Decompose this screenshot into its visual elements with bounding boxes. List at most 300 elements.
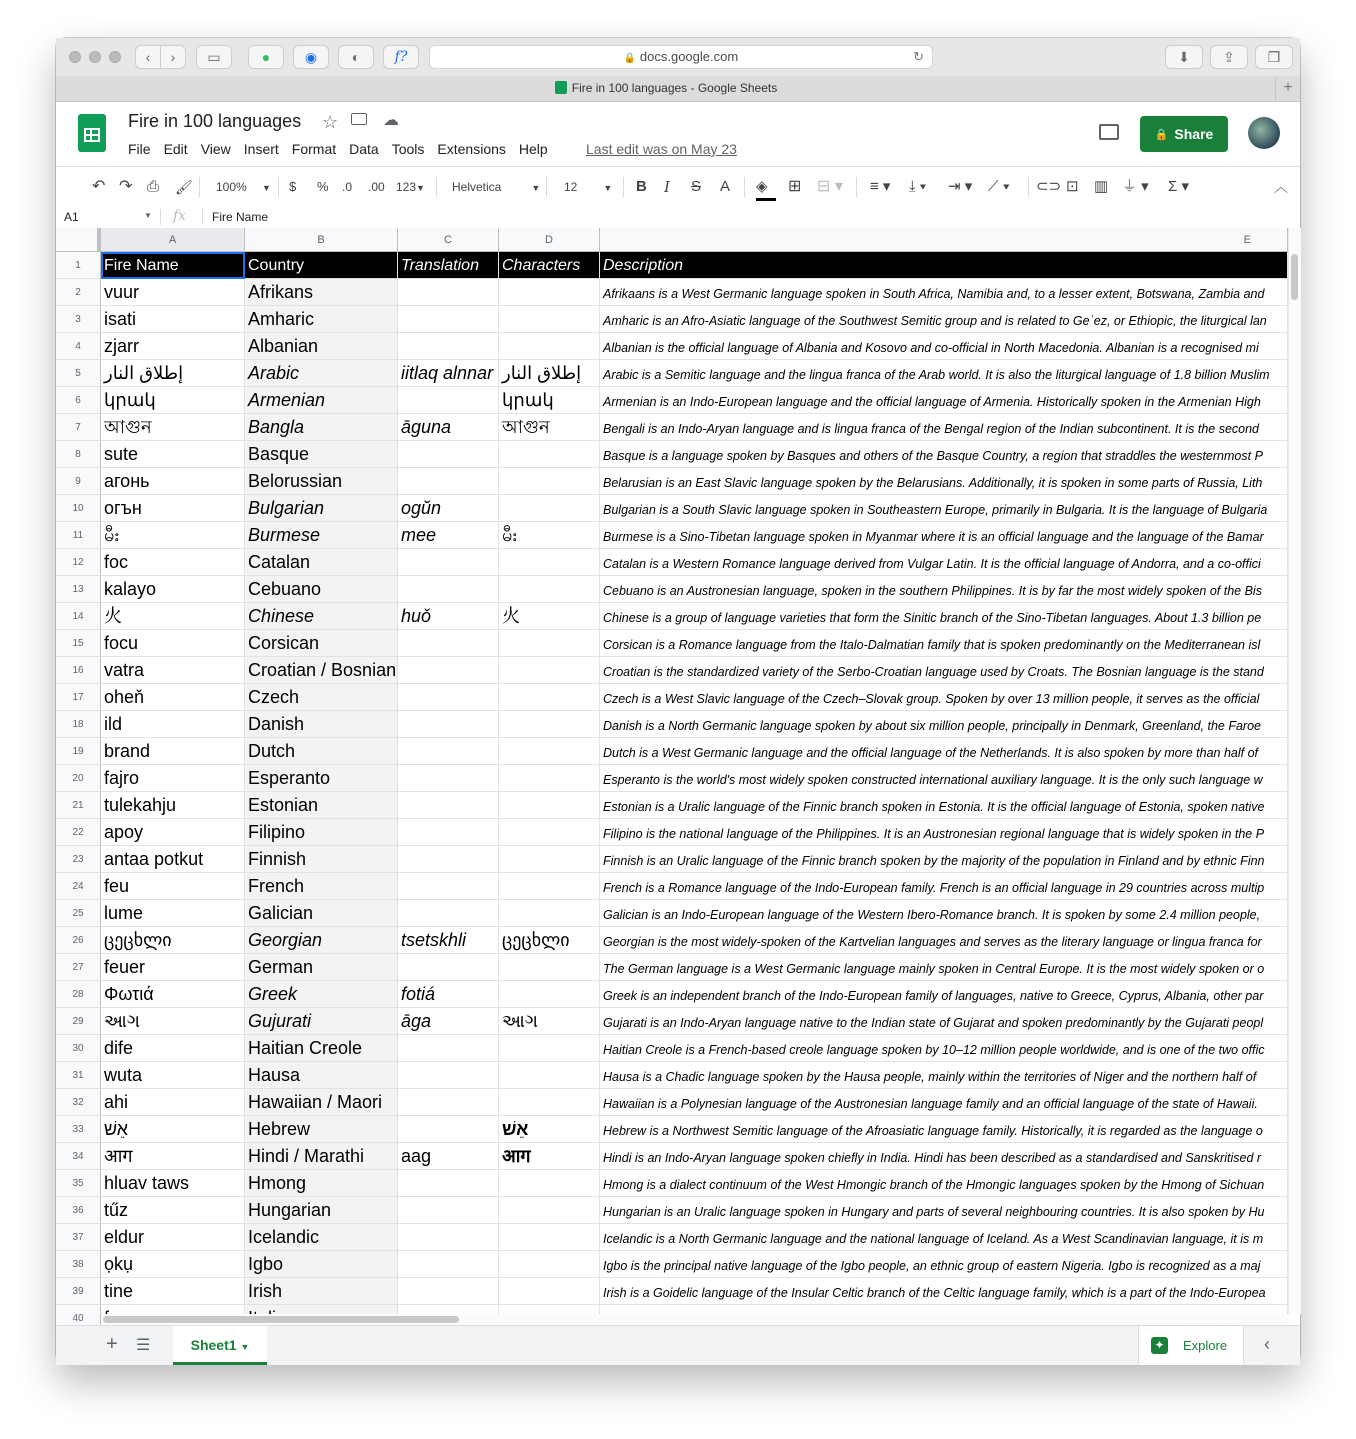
vertical-align-icon[interactable]: ⤓ ▾ [909,178,927,195]
cell-characters[interactable] [499,441,600,468]
cell-characters[interactable] [499,684,600,711]
cell-fire-name[interactable]: lume [101,900,245,927]
cell-translation[interactable] [398,684,499,711]
row-number[interactable]: 15 [56,630,101,657]
cell-description[interactable]: Galician is an Indo-European language of the Western Ibero-Romance branch. It is spoken by some 2.4 million people, [600,900,1288,927]
cell-description[interactable]: Georgian is the most widely-spoken of the Kartvelian languages and serves as the literary language or lingua franca for [600,927,1288,954]
cell-country[interactable]: Afrikans [245,279,398,306]
borders-icon[interactable]: ⊞ [788,178,802,195]
menu-tools[interactable]: Tools [391,141,425,157]
cell-country[interactable]: Haitian Creole [245,1035,398,1062]
cell-description[interactable]: Danish is a North Germanic language spoken by about six million people, principally in Denmark, Greenland, the Faroe [600,711,1288,738]
reload-icon[interactable]: ↻ [913,49,924,64]
cell-fire-name[interactable]: kalayo [101,576,245,603]
cell-translation[interactable] [398,1197,499,1224]
cell-country[interactable]: Georgian [245,927,398,954]
cell-translation[interactable] [398,711,499,738]
cell-description[interactable]: Esperanto is the world's most widely spoken constructed international auxiliary language. It is the only such language w [600,765,1288,792]
cell-description[interactable]: Czech is a West Slavic language of the Czech–Slovak group. Spoken by over 13 million people, it serves as the official [600,684,1288,711]
row-number[interactable]: 23 [56,846,101,873]
cell-characters[interactable]: आग [499,1143,600,1170]
fill-color-icon[interactable]: ◈ [756,177,768,197]
cell-country[interactable]: Cebuano [245,576,398,603]
cell-fire-name[interactable]: apoy [101,819,245,846]
undo-icon[interactable]: ↶ [92,178,106,195]
cell-description[interactable]: The German language is a West Germanic language mainly spoken in Central Europe. It is the most widely spoken or o [600,954,1288,981]
cell-country[interactable]: Igbo [245,1251,398,1278]
cell-description[interactable]: Belarusian is an East Slavic language spoken by the Belarusians. Additionally, it is spoken in some parts of Russia, Lith [600,468,1288,495]
row-number[interactable]: 21 [56,792,101,819]
cell-characters[interactable]: આગ [499,1008,600,1035]
cell-translation[interactable] [398,468,499,495]
cell-d1[interactable]: Characters [499,252,600,279]
cell-fire-name[interactable]: feu [101,873,245,900]
star-icon[interactable]: ☆ [322,112,339,132]
cell-country[interactable]: Irish [245,1278,398,1305]
cell-translation[interactable] [398,306,499,333]
cell-translation[interactable] [398,657,499,684]
cell-translation[interactable] [398,846,499,873]
row-number[interactable]: 16 [56,657,101,684]
new-tab-button[interactable] [1275,76,1300,101]
cell-description[interactable]: Hindi is an Indo-Aryan language spoken chiefly in India. Hindi has been described as a standardised and Sanskritised r [600,1143,1288,1170]
cell-translation[interactable] [398,792,499,819]
row-number[interactable]: 30 [56,1035,101,1062]
cell-translation[interactable] [398,873,499,900]
evernote-extension-button[interactable] [248,45,284,69]
cell-translation[interactable] [398,900,499,927]
row-number[interactable]: 7 [56,414,101,441]
cell-country[interactable]: Catalan [245,549,398,576]
cell-fire-name[interactable]: oheň [101,684,245,711]
cell-fire-name[interactable]: hluav taws [101,1170,245,1197]
row-number[interactable]: 18 [56,711,101,738]
format-percent-button[interactable]: % [317,179,329,194]
decrease-decimal-button[interactable]: .0 [342,180,353,194]
cell-country[interactable]: Galician [245,900,398,927]
cell-country[interactable]: Greek [245,981,398,1008]
downloads-button[interactable] [1165,45,1203,69]
row-number[interactable]: 11 [56,522,101,549]
row-number[interactable]: 6 [56,387,101,414]
row-number[interactable]: 40 [56,1305,101,1332]
cell-characters[interactable] [499,1062,600,1089]
cell-characters[interactable] [499,765,600,792]
cell-translation[interactable] [398,954,499,981]
cell-country[interactable]: Hausa [245,1062,398,1089]
cell-fire-name[interactable]: dife [101,1035,245,1062]
cell-fire-name[interactable]: foc [101,549,245,576]
cell-translation[interactable]: ogŭn [398,495,499,522]
cell-characters[interactable]: אֵשׁ [499,1116,600,1143]
select-all-corner[interactable] [56,228,101,252]
cell-description[interactable]: Gujarati is an Indo-Aryan language native to the Indian state of Gujarat and spoken predominantly by the Gujarati peopl [600,1008,1288,1035]
row-number[interactable]: 12 [56,549,101,576]
cell-description[interactable]: Hawaiian is a Polynesian language of the Austronesian language family and an official language of the state of Hawaii. [600,1089,1288,1116]
cell-fire-name[interactable]: vatra [101,657,245,684]
paint-format-icon[interactable]: 🖌 [175,179,193,195]
cell-country[interactable]: Dutch [245,738,398,765]
cell-description[interactable]: Filipino is the national language of the Philippines. It is an Austronesian regional language that is widely spoken in the P [600,819,1288,846]
collapse-side-panel-icon[interactable]: ‹ [1264,1334,1270,1354]
explore-button[interactable] [1138,1326,1244,1365]
cell-description[interactable]: Basque is a language spoken by Basques and others of the Basque Country, a region that straddles the westernmost P [600,441,1288,468]
cell-translation[interactable]: āguna [398,414,499,441]
cell-country[interactable]: Bangla [245,414,398,441]
cell-description[interactable]: Albanian is the official language of Albania and Kosovo and co-official in North Macedonia. Albanian is a recognised mi [600,333,1288,360]
cell-fire-name[interactable]: feuer [101,954,245,981]
cell-description[interactable]: Dutch is a West Germanic language and the official language of the Netherlands. It is also spoken by more than half of [600,738,1288,765]
row-number[interactable]: 32 [56,1089,101,1116]
cell-characters[interactable] [499,792,600,819]
cell-fire-name[interactable]: огън [101,495,245,522]
formula-input[interactable]: Fire Name [212,210,269,224]
font-size-select[interactable] [564,177,612,197]
row-number[interactable]: 4 [56,333,101,360]
menu-view[interactable]: View [200,141,231,157]
cell-translation[interactable] [398,441,499,468]
cell-translation[interactable] [398,387,499,414]
row-number[interactable]: 33 [56,1116,101,1143]
cell-country[interactable]: Belorussian [245,468,398,495]
cell-fire-name[interactable]: vuur [101,279,245,306]
cell-country[interactable]: German [245,954,398,981]
cell-fire-name[interactable]: ild [101,711,245,738]
format-currency-button[interactable]: $ [289,179,297,194]
cell-description[interactable]: Estonian is a Uralic language of the Finnic branch spoken in Estonia. It is the official language of Estonia, spoken native [600,792,1288,819]
cell-description[interactable]: Afrikaans is a West Germanic language spoken in South Africa, Namibia and, to a lesser extent, Botswana, Zambia and [600,279,1288,306]
horizontal-align-icon[interactable]: ≡ ▾ [870,178,891,195]
cell-fire-name[interactable]: 火 [101,603,245,630]
cell-a1[interactable]: Fire Name [101,252,245,279]
print-icon[interactable]: ⎙ [147,178,160,195]
cell-description[interactable]: Armenian is an Indo-European language and the official language of Armenia. Historically spoken in the Armenian High [600,387,1288,414]
cell-characters[interactable] [499,900,600,927]
more-formats-select[interactable] [396,177,425,197]
cell-country[interactable]: Basque [245,441,398,468]
cell-fire-name[interactable]: မီး [101,522,245,549]
row-number[interactable]: 8 [56,441,101,468]
cell-characters[interactable] [499,1035,600,1062]
cell-fire-name[interactable]: fajro [101,765,245,792]
cloud-status-icon[interactable]: ☁ [383,112,399,129]
row-number[interactable]: 25 [56,900,101,927]
cell-country[interactable]: Filipino [245,819,398,846]
row-number[interactable]: 27 [56,954,101,981]
row-number[interactable]: 35 [56,1170,101,1197]
cell-characters[interactable] [499,279,600,306]
scrollbar-thumb[interactable] [103,1316,459,1323]
cell-country[interactable]: Arabic [245,360,398,387]
cell-description[interactable]: Bulgarian is a South Slavic language spoken in Southeastern Europe, primarily in Bulgaria. It is the language of Bulgaria [600,495,1288,522]
cell-characters[interactable] [499,1089,600,1116]
cell-description[interactable]: Amharic is an Afro-Asiatic language of the Southwest Semitic group and is related to Geʿez, or Ethiopic, the liturgical lan [600,306,1288,333]
redo-icon[interactable]: ↷ [119,178,133,195]
row-number[interactable]: 37 [56,1224,101,1251]
cell-country[interactable]: Albanian [245,333,398,360]
password-extension-button[interactable] [293,45,329,69]
cell-translation[interactable]: āga [398,1008,499,1035]
font-family-select[interactable] [452,177,540,197]
cell-description[interactable]: Irish is a Goidelic language of the Insular Celtic branch of the Celtic language family, which is a part of the Indo-Europea [600,1278,1288,1305]
vertical-scrollbar[interactable] [1288,228,1301,1314]
column-header-c[interactable]: C [398,228,499,252]
cell-fire-name[interactable]: ọkụ [101,1251,245,1278]
row-number[interactable]: 26 [56,927,101,954]
cell-fire-name[interactable]: eldur [101,1224,245,1251]
cell-country[interactable]: Czech [245,684,398,711]
scrollbar-thumb[interactable] [1291,254,1298,300]
comments-button[interactable] [1099,124,1119,140]
cell-characters[interactable] [499,1251,600,1278]
cell-translation[interactable] [398,1035,499,1062]
cell-characters[interactable] [499,1197,600,1224]
cell-country[interactable]: Corsican [245,630,398,657]
cell-characters[interactable] [499,333,600,360]
increase-decimal-button[interactable]: .00 [368,180,385,194]
cell-fire-name[interactable]: wuta [101,1062,245,1089]
filter-icon[interactable]: ⏚ ▾ [1122,178,1149,195]
row-number[interactable]: 5 [56,360,101,387]
cell-fire-name[interactable]: brand [101,738,245,765]
cell-description[interactable]: Cebuano is an Austronesian language, spoken in the southern Philippines. It is by far the most widely spoken of the Bis [600,576,1288,603]
row-number[interactable]: 3 [56,306,101,333]
cell-fire-name[interactable]: isati [101,306,245,333]
cell-description[interactable]: Igbo is the principal native language of the Igbo people, an ethnic group of eastern Nigeria. Igbo is recognized as a maj [600,1251,1288,1278]
cell-characters[interactable] [499,657,600,684]
cell-fire-name[interactable]: आग [101,1143,245,1170]
cell-characters[interactable] [499,1224,600,1251]
row-number[interactable]: 17 [56,684,101,711]
cell-country[interactable]: Hebrew [245,1116,398,1143]
cell-description[interactable]: Corsican is a Romance language from the Italo-Dalmatian family that is spoken predominantly on the Mediterranean isl [600,630,1288,657]
cell-description[interactable]: Hebrew is a Northwest Semitic language of the Afroasiatic language family. Historically, it is regarded as the language o [600,1116,1288,1143]
cell-translation[interactable] [398,576,499,603]
column-header-e[interactable]: E [600,228,1288,252]
cell-description[interactable]: Hungarian is an Uralic language spoken in Hungary and parts of several neighbouring countries. It is also spoken by Hu [600,1197,1288,1224]
cell-fire-name[interactable]: આગ [101,1008,245,1035]
cell-fire-name[interactable]: আগুন [101,414,245,441]
document-title[interactable]: Fire in 100 languages [128,111,302,131]
row-number[interactable]: 22 [56,819,101,846]
insert-link-icon[interactable]: ⊂⊃ [1036,178,1062,195]
cell-c1[interactable]: Translation [398,252,499,279]
cell-characters[interactable]: 火 [499,603,600,630]
functions-icon[interactable]: Σ ▾ [1168,178,1189,195]
cell-country[interactable]: Bulgarian [245,495,398,522]
cell-fire-name[interactable]: sute [101,441,245,468]
cell-translation[interactable]: aag [398,1143,499,1170]
cell-translation[interactable] [398,819,499,846]
name-box[interactable]: A1 [64,210,79,224]
cell-fire-name[interactable]: Φωτιά [101,981,245,1008]
cell-translation[interactable] [398,1170,499,1197]
cell-description[interactable]: Catalan is a Western Romance language derived from Vulgar Latin. It is the official language of Andorra, and a co-offici [600,549,1288,576]
cell-translation[interactable] [398,630,499,657]
cell-b1[interactable]: Country [245,252,398,279]
cell-translation[interactable]: tsetskhli [398,927,499,954]
cell-description[interactable]: Haitian Creole is a French-based creole language spoken by 10–12 million people worldwide, and is one of the two offic [600,1035,1288,1062]
cell-translation[interactable] [398,1062,499,1089]
cell-fire-name[interactable]: ცეცხლი [101,927,245,954]
cell-translation[interactable]: fotiá [398,981,499,1008]
cell-country[interactable]: Gujurati [245,1008,398,1035]
function-extension-button[interactable] [383,45,419,69]
cell-country[interactable]: Finnish [245,846,398,873]
menu-file[interactable]: File [128,141,151,157]
cell-characters[interactable]: կրակ [499,387,600,414]
cell-fire-name[interactable]: tűz [101,1197,245,1224]
row-number[interactable]: 28 [56,981,101,1008]
cell-translation[interactable] [398,333,499,360]
cell-characters[interactable]: إطلاق النار [499,360,600,387]
cell-characters[interactable] [499,306,600,333]
zoom-window-button[interactable] [109,51,121,63]
collapse-menus-icon[interactable]: ︿ [1274,179,1288,195]
cell-description[interactable]: Icelandic is a North Germanic language and the national language of Iceland. As a West Scandinavian language, it is m [600,1224,1288,1251]
cell-fire-name[interactable]: אֵשׁ [101,1116,245,1143]
bold-icon[interactable]: B [636,178,647,195]
horizontal-scrollbar[interactable] [101,1314,1288,1325]
cell-characters[interactable] [499,711,600,738]
share-page-button[interactable] [1210,45,1248,69]
add-sheet-icon[interactable]: + [106,1333,118,1355]
cell-translation[interactable] [398,279,499,306]
cell-translation[interactable] [398,1278,499,1305]
cell-characters[interactable] [499,981,600,1008]
cell-country[interactable]: Icelandic [245,1224,398,1251]
caret-down-icon[interactable]: ▼ [144,211,152,220]
menu-format[interactable]: Format [291,141,337,157]
cell-description[interactable]: Bengali is an Indo-Aryan language and is lingua franca of the Bengal region of the Indian subcontinent. It is the second [600,414,1288,441]
cell-description[interactable]: Hmong is a dialect continuum of the West Hmongic branch of the Hmongic languages spoken by the Hmong of Sichuan [600,1170,1288,1197]
cell-e1[interactable]: Description [600,252,1288,279]
column-header-d[interactable]: D [499,228,600,252]
cell-country[interactable]: Chinese [245,603,398,630]
close-window-button[interactable] [69,51,81,63]
insert-chart-icon[interactable]: ▥ [1094,178,1109,195]
menu-edit[interactable]: Edit [163,141,188,157]
active-tab[interactable] [56,81,1276,95]
cell-fire-name[interactable]: zjarr [101,333,245,360]
column-header-b[interactable]: B [245,228,398,252]
cell-characters[interactable] [499,873,600,900]
cell-description[interactable]: French is a Romance language of the Indo-European family. French is an official language in 29 countries across multip [600,873,1288,900]
cell-country[interactable]: Danish [245,711,398,738]
cell-characters[interactable]: আগুন [499,414,600,441]
cell-country[interactable]: Hungarian [245,1197,398,1224]
text-wrapping-icon[interactable]: ⇥ ▾ [948,178,973,195]
cell-characters[interactable] [499,549,600,576]
cell-translation[interactable]: iitlaq alnnar [398,360,499,387]
italic-icon[interactable]: I [664,178,670,196]
cell-country[interactable]: Hawaiian / Maori [245,1089,398,1116]
cell-translation[interactable]: huǒ [398,603,499,630]
row-number[interactable]: 19 [56,738,101,765]
row-number[interactable]: 31 [56,1062,101,1089]
cell-country[interactable]: Esperanto [245,765,398,792]
row-number[interactable]: 36 [56,1197,101,1224]
row-number[interactable]: 38 [56,1251,101,1278]
insert-comment-icon[interactable]: ⊡ [1066,178,1079,195]
minimize-window-button[interactable] [89,51,101,63]
cell-characters[interactable] [499,738,600,765]
row-number[interactable]: 34 [56,1143,101,1170]
text-color-icon[interactable]: A [720,178,731,195]
zoom-select[interactable] [216,177,271,197]
back-button[interactable] [135,45,161,69]
all-sheets-icon[interactable]: ☰ [136,1337,151,1354]
cell-country[interactable]: Amharic [245,306,398,333]
row-number[interactable]: 1 [56,252,101,279]
avatar[interactable] [1248,117,1280,149]
cell-characters[interactable] [499,1278,600,1305]
row-number[interactable]: 14 [56,603,101,630]
cell-description[interactable]: Finnish is an Uralic language of the Finnic branch spoken by the majority of the population in Finland and by ethnic Finn [600,846,1288,873]
row-number[interactable]: 24 [56,873,101,900]
cell-description[interactable]: Arabic is a Semitic language and the lingua franca of the Arab world. It is also the liturgical language of 1.8 billion Muslim [600,360,1288,387]
cell-fire-name[interactable]: агонь [101,468,245,495]
cell-fire-name[interactable]: ahi [101,1089,245,1116]
cell-translation[interactable] [398,1251,499,1278]
cell-characters[interactable] [499,495,600,522]
sidebar-button[interactable] [196,45,232,69]
cell-country[interactable]: Estonian [245,792,398,819]
cell-characters[interactable]: မီး [499,522,600,549]
share-button[interactable] [1140,116,1228,152]
cell-description[interactable]: Croatian is the standardized variety of the Serbo-Croatian language used by Croats. The Bosnian language is the stand [600,657,1288,684]
cell-characters[interactable] [499,954,600,981]
row-number[interactable]: 2 [56,279,101,306]
cell-description[interactable]: Burmese is a Sino-Tibetan language spoken in Myanmar where it is an official language and the language of the Bamar [600,522,1288,549]
row-number[interactable]: 29 [56,1008,101,1035]
cell-country[interactable]: French [245,873,398,900]
cell-fire-name[interactable]: إطلاق النار [101,360,245,387]
cell-translation[interactable] [398,1116,499,1143]
cell-translation[interactable] [398,765,499,792]
cell-fire-name[interactable]: tine [101,1278,245,1305]
cell-characters[interactable] [499,846,600,873]
cell-characters[interactable] [499,576,600,603]
cell-fire-name[interactable]: antaa potkut [101,846,245,873]
sheets-logo-icon[interactable] [78,114,106,152]
cell-description[interactable]: Hausa is a Chadic language spoken by the Hausa people, mainly within the territories of Niger and the northern half of [600,1062,1288,1089]
move-folder-icon[interactable] [351,113,367,125]
cell-country[interactable]: Burmese [245,522,398,549]
cell-characters[interactable]: ცეცხლი [499,927,600,954]
cell-translation[interactable] [398,1089,499,1116]
tab-overview-button[interactable] [1255,45,1293,69]
cell-translation[interactable] [398,549,499,576]
cell-characters[interactable] [499,819,600,846]
cell-translation[interactable] [398,738,499,765]
cell-country[interactable]: Croatian / Bosnian [245,657,398,684]
tab-sheet1[interactable] [173,1326,267,1365]
cell-country[interactable]: Hindi / Marathi [245,1143,398,1170]
cell-description[interactable]: Chinese is a group of language varieties that form the Sinitic branch of the Sino-Tibetan languages. About 1.3 billion pe [600,603,1288,630]
strikethrough-icon[interactable]: S [691,178,702,195]
cell-description[interactable]: Greek is an independent branch of the Indo-European family of languages, native to Greece, Cyprus, Albania, other par [600,981,1288,1008]
menu-insert[interactable]: Insert [243,141,279,157]
forward-button[interactable] [160,45,186,69]
row-number[interactable]: 20 [56,765,101,792]
cell-characters[interactable] [499,630,600,657]
row-number[interactable]: 39 [56,1278,101,1305]
cell-translation[interactable] [398,1224,499,1251]
text-rotation-icon[interactable]: ⟋ ▾ [988,178,1010,195]
cell-fire-name[interactable]: կրակ [101,387,245,414]
column-header-a[interactable]: A [101,228,245,252]
